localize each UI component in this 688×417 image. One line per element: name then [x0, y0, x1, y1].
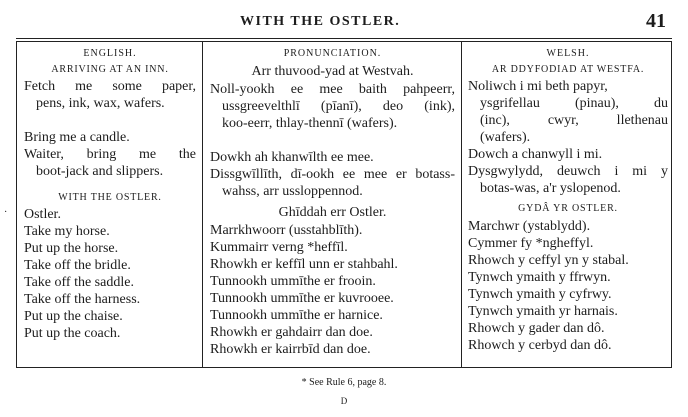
- phrase-line: Kummairr verng *heffīl.: [210, 240, 348, 255]
- running-head: [0, 10, 688, 34]
- phrase-line: Put up the coach.: [24, 326, 121, 341]
- phrase-line: Marchwr (ystablydd).: [468, 219, 591, 234]
- phrase-line: Rhowch y gader dan dô.: [468, 321, 605, 336]
- column-heading: ENGLISH.: [83, 48, 137, 59]
- phrase-line: Put up the chaise.: [24, 309, 123, 324]
- phrase-line: ysgrifellau (pinau), du: [480, 96, 668, 111]
- phrase-line: pens, ink, wax, wafers.: [36, 96, 165, 111]
- phrase-line: ussgreevelthlī (pīanī), deo (ink),: [222, 99, 455, 114]
- phrase-line: Fetch me some paper,: [24, 79, 196, 94]
- phrase-line: Tynwch ymaith yr harnais.: [468, 304, 618, 319]
- phrase-line: Tunnookh ummīthe er frooin.: [210, 274, 376, 289]
- phrase-line: Tynwch ymaith y ffrwyn.: [468, 270, 611, 285]
- phrase-line: koo-eerr, thlay-thennī (wafers).: [222, 116, 398, 131]
- phrase-line: Marrkhwoorr (usstahblīth).: [210, 223, 363, 238]
- section-heading: ARRIVING AT AN INN.: [51, 64, 169, 75]
- phrase-line: Rhowkh er kairrbīd dan doe.: [210, 342, 371, 357]
- phrase-line: Tunnookh ummīthe er harnice.: [210, 308, 383, 323]
- phrase-line: Rhowch y cerbyd dan dô.: [468, 338, 612, 353]
- column-divider-2: [461, 41, 462, 368]
- phrase-line: Take off the harness.: [24, 292, 141, 307]
- page-number: 41: [646, 10, 666, 32]
- phrase-line: Dysgwylydd, deuwch i mi y: [468, 164, 668, 179]
- phrase-line: Dowkh ah khanwīlth ee mee.: [210, 150, 374, 165]
- phrase-line: Bring me a candle.: [24, 130, 130, 145]
- phrase-line: (wafers).: [480, 130, 531, 145]
- table-bottom-rule: [16, 367, 672, 368]
- phrase-line: Cymmer fy *ngheffyl.: [468, 236, 594, 251]
- phrase-line: Rhowkh er gahdairr dan doe.: [210, 325, 373, 340]
- phrase-line: (inc), cwyr, llethenau: [480, 113, 668, 128]
- section-heading: WITH THE OSTLER.: [58, 192, 162, 203]
- phrase-line: Rhowkh er keffīl unn er stahbahl.: [210, 257, 398, 272]
- phrase-line: Take off the bridle.: [24, 258, 131, 273]
- footnote: * See Rule 6, page 8.: [301, 377, 387, 388]
- phrase-line: Tynwch ymaith y cyfrwy.: [468, 287, 612, 302]
- welsh-column: [468, 44, 668, 354]
- phrase-line: wahss, arr ussloppennod.: [222, 184, 363, 199]
- phrase-line: Rhowch y ceffyl yn y stabal.: [468, 253, 629, 268]
- margin-mark: ·: [4, 207, 8, 218]
- section-heading: Ghīddah err Ostler.: [278, 205, 387, 220]
- signature-mark: D: [340, 396, 348, 406]
- phrase-line: Dowch a chanwyll i mi.: [468, 147, 603, 162]
- table-left-border: [16, 41, 17, 368]
- phrase-line: Noliwch i mi beth papyr,: [468, 79, 608, 94]
- phrase-line: Ostler.: [24, 207, 61, 222]
- phrase-line: Tunnookh ummīthe er kuvrooee.: [210, 291, 394, 306]
- phrase-line: Put up the horse.: [24, 241, 119, 256]
- section-heading: Arr thuvood-yad at Westvah.: [251, 64, 414, 79]
- column-heading: PRONUNCIATION.: [283, 48, 382, 59]
- table-top-rule: [16, 38, 672, 39]
- column-heading: WELSH.: [546, 48, 590, 59]
- phrase-line: botas-was, a'r yslopenod.: [480, 181, 621, 196]
- phrase-line: Noll-yookh ee mee baith pahpeerr,: [210, 82, 455, 97]
- table-top-rule-inner: [16, 41, 672, 42]
- table-right-border: [671, 41, 672, 368]
- phrase-line: Take my horse.: [24, 224, 110, 239]
- english-column: [24, 44, 196, 342]
- phrase-line: Take off the saddle.: [24, 275, 134, 290]
- phrase-line: boot-jack and slippers.: [36, 164, 164, 179]
- section-heading: GYDÂ YR OSTLER.: [518, 203, 618, 214]
- phrase-line: Dissgwīllīth, dī-ookh ee mee er botass-: [210, 167, 455, 182]
- section-heading: AR DDYFODIAD AT WESTFA.: [491, 64, 645, 75]
- pronunciation-column: [210, 44, 455, 358]
- phrase-line: Waiter, bring me the: [24, 147, 196, 162]
- running-title: WITH THE OSTLER.: [240, 14, 401, 29]
- column-divider-1: [202, 41, 203, 368]
